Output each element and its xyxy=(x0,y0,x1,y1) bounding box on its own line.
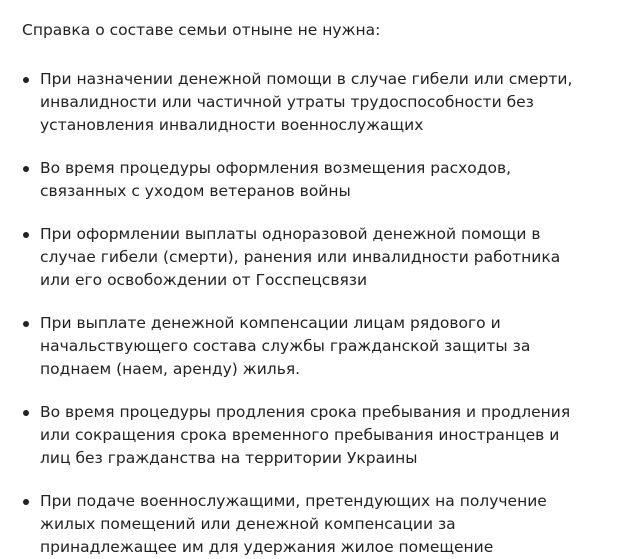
list-item-line: При назначении денежной помощи в случае гибели или смерти, xyxy=(40,70,573,88)
list-item-line: принадлежащее им для удержания жилое помещение xyxy=(40,538,494,556)
bullet-list xyxy=(22,68,602,559)
list-item-line: Во время процедуры продления срока пребывания и продления xyxy=(40,403,571,421)
bullet-icon xyxy=(23,321,29,327)
list-item xyxy=(22,312,602,381)
bullet-icon xyxy=(23,410,29,416)
bullet-icon xyxy=(23,499,29,505)
list-item-text xyxy=(40,68,602,137)
list-item-line: установления инвалидности военнослужащих xyxy=(40,116,424,134)
list-item-line: поднаем (наем, аренду) жилья. xyxy=(40,360,301,378)
list-item xyxy=(22,223,602,292)
list-item xyxy=(22,401,602,470)
list-item-line: лиц без гражданства на территории Украины xyxy=(40,449,418,467)
list-item xyxy=(22,490,602,559)
list-item-line: При выплате денежной компенсации лицам рядового и xyxy=(40,314,501,332)
list-item-line: или сокращения срока временного пребывания иностранцев и xyxy=(40,426,560,444)
list-item-line: случае гибели (смерти), ранения или инвалидности работника xyxy=(40,248,561,266)
list-item-line: начальствующего состава службы гражданской защиты за xyxy=(40,337,531,355)
bullet-icon xyxy=(23,77,29,83)
list-item-line: или его освобождении от Госспецсвязи xyxy=(40,271,368,289)
list-item xyxy=(22,68,602,137)
bullet-icon xyxy=(23,232,29,238)
list-item-line: жилых помещений или денежной компенсации за xyxy=(40,515,456,533)
list-item xyxy=(22,157,602,203)
bullet-icon xyxy=(23,166,29,172)
list-item-text xyxy=(40,223,602,292)
list-item-line: связанных с уходом ветеранов войны xyxy=(40,182,351,200)
list-item-line: Во время процедуры оформления возмещения расходов, xyxy=(40,159,512,177)
list-item-text xyxy=(40,312,602,381)
list-item-text xyxy=(40,157,602,203)
intro-text: Справка о составе семьи отныне не нужна: xyxy=(22,21,381,39)
list-item-line: При оформлении выплаты одноразовой денежной помощи в xyxy=(40,225,541,243)
list-item-text xyxy=(40,401,602,470)
list-item-line: При подаче военнослужащими, претендующих на получение xyxy=(40,492,547,510)
list-item-text xyxy=(40,490,602,559)
list-item-line: инвалидности или частичной утраты трудоспособности без xyxy=(40,93,534,111)
